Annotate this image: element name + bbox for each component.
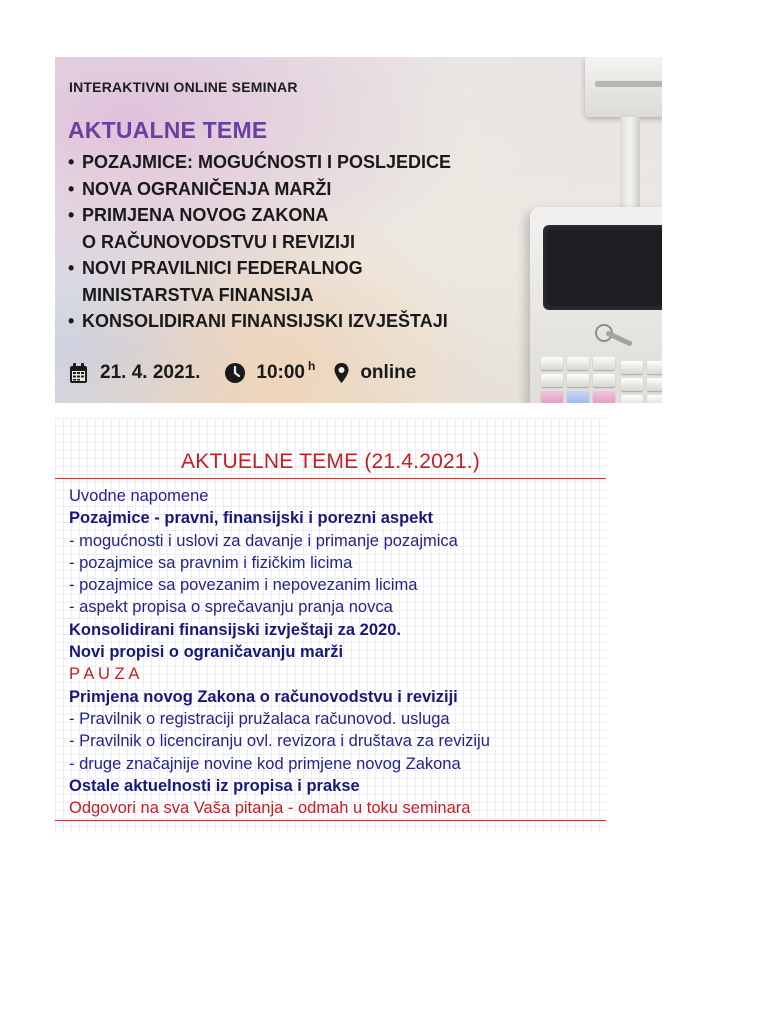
calculator-arm-image <box>620 117 640 212</box>
agenda-title: AKTUELNE TEME (21.4.2021.) <box>181 450 480 473</box>
keys-image <box>595 322 635 352</box>
event-location: online <box>360 362 417 383</box>
banner-kicker: INTERAKTIVNI ONLINE SEMINAR <box>69 79 298 95</box>
agenda-subitem: - Pravilnik o licenciranju ovl. revizora i društava za reviziju <box>69 732 490 751</box>
bullet-icon: • <box>68 152 75 172</box>
agenda-closing: Odgovori na sva Vaša pitanja - odmah u toku seminara <box>69 799 471 818</box>
calculator-screen-image <box>543 225 662 310</box>
agenda-subitem: - mogućnosti i uslovi za davanje i primanje pozajmica <box>69 531 458 550</box>
bullet-icon: • <box>68 178 75 199</box>
bullet-icon: • <box>68 311 75 331</box>
agenda-heading: Konsolidirani finansijski izvještaji za 2020. <box>69 620 401 639</box>
agenda-slide <box>55 418 606 833</box>
agenda-list <box>69 485 490 819</box>
banner-topic: • PRIMJENA NOVOG ZAKONA O RAČUNOVODSTVU I REVIZIJI <box>68 202 451 255</box>
bullet-icon: • <box>68 258 75 278</box>
seminar-banner <box>55 57 662 403</box>
agenda-subitem: - druge značajnije novine kod primjene novog Zakona <box>69 754 461 773</box>
banner-topic: • KONSOLIDIRANI FINANSIJSKI IZVJEŠTAJI <box>68 308 451 335</box>
agenda-subitem: - pozajmice sa povezanim i nepovezanim licima <box>69 576 418 595</box>
calculator-printer-image <box>585 57 662 117</box>
calculator-keypad-image <box>539 357 662 403</box>
banner-title: AKTUALNE TEME <box>68 117 268 143</box>
agenda-subitem: - aspekt propisa o sprečavanju pranja novca <box>69 598 393 617</box>
banner-topic-list <box>68 149 451 335</box>
event-date: 21. 4. 2021. <box>100 362 201 383</box>
clock-icon <box>224 362 246 384</box>
divider <box>55 820 606 821</box>
agenda-subitem: - pozajmice sa pravnim i fizičkim licima <box>69 553 353 572</box>
banner-topic: • NOVA OGRANIČENJA MARŽI <box>68 176 451 203</box>
agenda-subitem: - Pravilnik o registraciji pružalaca računovod. usluga <box>69 709 450 728</box>
agenda-item: Uvodne napomene <box>69 487 209 505</box>
banner-topic: • NOVI PRAVILNICI FEDERALNOG MINISTARSTVA FINANSIJA <box>68 255 451 308</box>
calendar-icon <box>69 363 88 384</box>
event-time-suffix: h <box>307 359 316 373</box>
event-time: 10:00 <box>256 362 305 383</box>
agenda-heading: Pozajmice - pravni, finansijski i porezni aspekt <box>69 509 434 528</box>
banner-topic: • POZAJMICE: MOGUĆNOSTI I POSLJEDICE <box>68 149 451 176</box>
agenda-heading: Ostale aktuelnosti iz propisa i prakse <box>69 776 360 795</box>
agenda-heading: Primjena novog Zakona o računovodstvu i reviziji <box>69 687 458 706</box>
agenda-heading: Novi propisi o ograničavanju marži <box>69 643 344 662</box>
location-pin-icon <box>333 362 350 384</box>
agenda-break: P A U Z A <box>69 665 140 684</box>
divider <box>55 478 606 479</box>
bullet-icon: • <box>68 205 75 225</box>
event-meta <box>69 360 416 386</box>
